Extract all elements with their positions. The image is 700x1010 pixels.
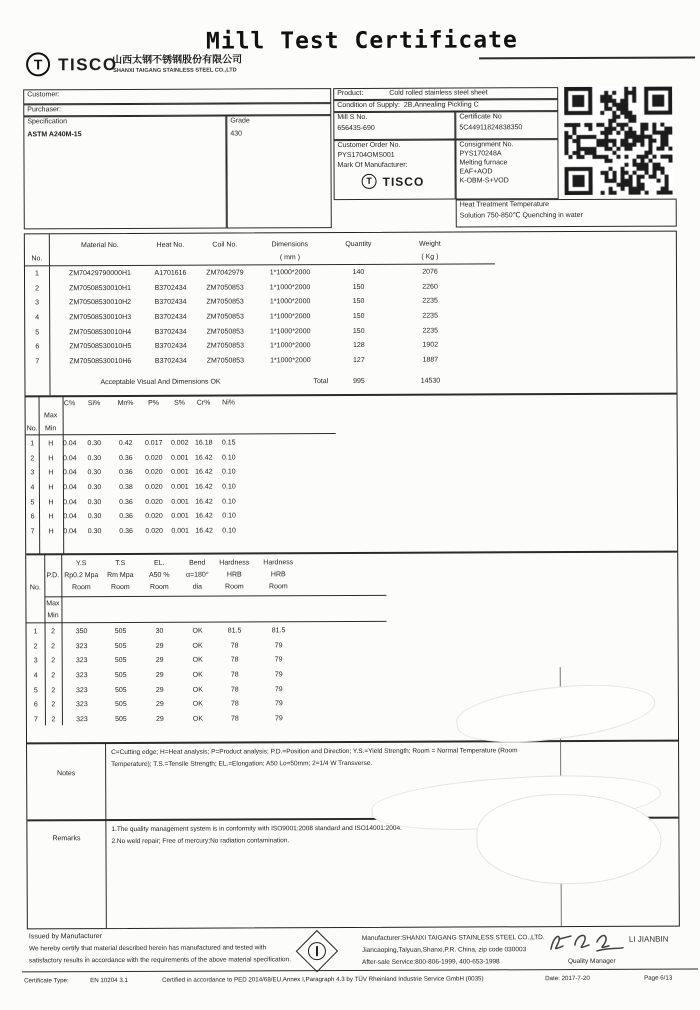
cell-p: 0.017	[144, 440, 163, 448]
tisco-wordmark: TISCO	[58, 55, 118, 75]
mark-of-manufacturer-label: Mark Of Manufacturer:	[337, 161, 408, 170]
chem-max-label: Max	[43, 412, 58, 420]
cell-weight: 2235	[422, 327, 439, 335]
cell-mn: 0.38	[119, 483, 133, 492]
cell-s: 0.001	[171, 512, 189, 521]
cell-tensile-strength: 505	[114, 686, 127, 694]
page-number: Page 6/13	[644, 974, 673, 982]
cell-coil-no: ZM7050853	[206, 313, 244, 321]
cell-elongation: 30	[155, 628, 164, 636]
cell-mn: 0.36	[119, 527, 133, 535]
cell-analysis-type: H	[48, 513, 54, 521]
condition-label: Condition of Supply:	[337, 101, 400, 110]
cell-dimensions: 1*1000*2000	[270, 356, 311, 365]
cell-p: 0.020	[145, 498, 163, 506]
h-chem-element: S%	[174, 399, 186, 407]
cell-mn: 0.36	[119, 469, 133, 477]
cell-material-no: ZM70508530010H1	[69, 284, 132, 293]
section-divider	[27, 740, 678, 745]
h-chem-element: Ni%	[222, 399, 235, 407]
cell-no: 7	[35, 358, 40, 366]
cell-no: 6	[30, 513, 35, 521]
cell-no: 5	[30, 499, 35, 507]
section-divider	[26, 393, 677, 398]
product-value: Cold rolled stainless steel sheet	[389, 89, 488, 97]
scan-smudge	[476, 794, 661, 885]
mech-pd-label: P.D.	[46, 572, 60, 580]
title-underline	[479, 56, 695, 59]
cell-bend: OK	[192, 657, 203, 665]
cell-analysis-type: H	[48, 455, 54, 463]
cell-si: 0.30	[87, 527, 102, 535]
cell-c: 0.04	[63, 528, 77, 536]
cell-si: 0.30	[87, 454, 102, 463]
mech-header-line3	[61, 583, 303, 592]
cell-bend: OK	[192, 715, 204, 723]
cell-heat-no: A1701616	[154, 269, 187, 278]
cell-hardness-2: 81.5	[271, 627, 286, 635]
cell-weight: 1887	[422, 356, 439, 364]
mill-s-no-box	[333, 112, 455, 141]
cell-c: 0.04	[63, 513, 77, 521]
tisco-logo-icon	[26, 52, 50, 76]
total-weight: 14530	[420, 377, 441, 385]
after-sale-service: After-sale Service:800-806-1999, 400-653-1998	[361, 958, 500, 966]
cell-hardness-2: 79	[274, 642, 283, 650]
cell-no: 7	[30, 528, 35, 536]
cell-analysis-type: H	[48, 440, 54, 448]
cell-heat-no: B3702434	[154, 328, 187, 336]
tisco-wordmark: TISCO	[382, 174, 425, 189]
h-mech-2: Rm Mpa	[107, 571, 134, 580]
signature-name: LI JIANBIN	[628, 934, 669, 944]
cell-dimensions: 1*1000*2000	[269, 313, 311, 321]
heat-treatment-label: Heat Treatment Temperature	[459, 201, 550, 209]
cell-cr: 16.42	[195, 469, 213, 477]
company-name-en: SHANXI TAIGANG STAINLESS STEEL CO.,LTD	[113, 67, 237, 75]
h-mech-3: Room	[268, 583, 288, 591]
mech-header-line2	[61, 571, 303, 580]
manufacturer-text: Manufacturer:SHANXI TAIGANG STAINLESS STEEL CO.,LTD.	[361, 934, 545, 942]
footer-divider	[22, 968, 698, 972]
cell-hardness-1: 78	[230, 642, 239, 650]
h-mech-1: Hardness	[263, 559, 294, 567]
signer-title: Quality Manager	[567, 957, 616, 966]
cell-no: 5	[35, 328, 40, 337]
specification-label: Specification	[27, 118, 68, 126]
cell-weight: 2076	[422, 268, 438, 276]
cell-hardness-1: 78	[230, 700, 239, 708]
chem-min-label: Min	[45, 425, 57, 433]
cell-weight: 2260	[422, 283, 438, 291]
h-mech-3: dia	[192, 583, 203, 591]
product-box	[333, 87, 558, 100]
certificate-no-box	[455, 111, 558, 139]
remarks-label: Remarks	[52, 835, 81, 843]
cell-ni: 0.10	[222, 468, 236, 477]
h-mech-1: EL.	[153, 559, 165, 567]
certificate-no-label: Certificate No	[459, 113, 502, 121]
cell-yield-strength: 323	[75, 657, 88, 665]
cell-quantity: 150	[352, 298, 365, 306]
cell-quantity: 150	[352, 327, 365, 335]
customer-order-label: Customer Order No.	[337, 141, 401, 150]
cell-c: 0.04	[63, 484, 77, 492]
grade-value: 430	[230, 130, 243, 138]
cell-pd: 2	[51, 628, 56, 636]
cell-yield-strength: 350	[75, 628, 88, 636]
cell-no: 7	[33, 716, 38, 724]
cell-no: 2	[33, 643, 38, 651]
cell-hardness-1: 78	[231, 715, 239, 723]
cell-yield-strength: 323	[76, 715, 88, 724]
cell-quantity: 127	[353, 356, 365, 364]
customer-label: Customer:	[27, 91, 60, 99]
grade-label: Grade	[230, 117, 250, 125]
cell-cr: 16.42	[195, 512, 213, 520]
cell-no: 6	[33, 701, 38, 709]
cell-analysis-type: H	[48, 484, 54, 492]
cell-yield-strength: 323	[75, 672, 88, 680]
cell-quantity: 150	[352, 312, 365, 321]
customer-order-value: PYS1704OMS001	[337, 151, 395, 160]
cell-heat-no: B3702434	[154, 342, 187, 351]
materials-rows	[25, 265, 676, 370]
footer-date	[545, 975, 590, 982]
cell-mn: 0.36	[119, 513, 133, 521]
customer-order-box	[333, 140, 455, 201]
chemical-row	[26, 522, 677, 539]
material-row	[25, 352, 676, 369]
acceptance-row	[25, 377, 676, 393]
cell-c: 0.04	[62, 455, 77, 463]
cell-bend: OK	[192, 686, 203, 694]
tisco-monogram: T	[366, 176, 372, 187]
remarks-label-divider	[105, 820, 107, 928]
cell-s: 0.002	[170, 439, 189, 448]
page-title: Mill Test Certificate	[205, 27, 518, 55]
h-dimensions: Dimensions	[271, 241, 309, 249]
cell-pd: 2	[51, 686, 56, 694]
issued-by: Issued by Manufacturer	[28, 933, 103, 941]
cell-pd: 2	[51, 716, 56, 724]
cell-dimensions: 1*1000*2000	[269, 284, 311, 292]
mech-header-line1	[61, 559, 303, 568]
chemical-header	[63, 399, 242, 408]
h-weight-unit: ( Kg )	[421, 253, 439, 261]
cell-p: 0.020	[145, 513, 163, 521]
cell-elongation: 29	[155, 686, 164, 694]
cell-tensile-strength: 505	[114, 672, 127, 680]
date-label: Date:	[545, 975, 560, 983]
cell-ni: 0.15	[221, 439, 236, 447]
cell-material-no: ZM70508530010H6	[69, 357, 132, 366]
cell-pd: 2	[51, 643, 56, 651]
consignment-value: PYS170248A	[459, 150, 502, 158]
chemical-rows	[26, 435, 677, 540]
h-chem-element: Si%	[87, 400, 101, 408]
h-dimensions-unit: ( mm )	[279, 254, 301, 262]
certify-line2: satisfactory results in accordance with the requirements of the above material specification.	[28, 956, 291, 965]
notes-line2: Temperature); T.S.=Tensile Strength; EL.=Elongation; A50 Lo=50mm; 2=1/4 W Transverse.	[111, 759, 373, 769]
cell-heat-no: B3702434	[154, 357, 187, 365]
cell-weight: 1902	[422, 341, 439, 349]
h-mech-2: A50 %	[148, 571, 170, 579]
melting-furnace-1: EAF+AOD	[459, 168, 493, 176]
h-no: No.	[31, 255, 43, 263]
cell-elongation: 29	[155, 657, 164, 665]
cell-bend: OK	[192, 700, 203, 708]
manufacturer-address: Jiancaoping,Taiyuan,Shanxi,P.R. China, zip code 030003	[361, 946, 527, 954]
cell-quantity: 150	[352, 283, 365, 291]
cell-dimensions: 1*1000*2000	[269, 298, 311, 306]
cell-no: 1	[35, 270, 39, 278]
cell-elongation: 29	[155, 642, 164, 650]
mill-s-no-label: Mill S No.	[337, 113, 368, 122]
cell-hardness-2: 79	[275, 715, 283, 723]
cell-hardness-1: 78	[230, 686, 239, 694]
cell-quantity: 140	[352, 269, 365, 277]
cell-cr: 16.42	[195, 454, 213, 462]
cell-pd: 2	[51, 672, 56, 680]
cell-tensile-strength: 505	[114, 628, 127, 636]
cell-analysis-type: H	[48, 528, 54, 536]
cell-si: 0.30	[87, 440, 102, 448]
cell-heat-no: B3702434	[154, 284, 187, 292]
h-material-no: Material No.	[80, 242, 119, 250]
cell-no: 4	[35, 314, 40, 322]
cell-no: 3	[30, 469, 35, 477]
cell-hardness-2: 79	[274, 656, 283, 664]
section-divider	[26, 551, 677, 556]
date-value: 2017-7-20	[561, 974, 590, 983]
tisco-monogram: T	[33, 56, 43, 73]
cell-no: 3	[33, 657, 38, 665]
h-mech-1: Hardness	[219, 559, 250, 567]
cell-weight: 2235	[422, 298, 438, 306]
cell-analysis-type: H	[48, 469, 54, 477]
remarks-line2: 2.No weld repair; Free of mercury;No radiation contamination.	[111, 837, 290, 846]
heat-treatment-value: Solution 750-850℃ Quenching in water	[459, 212, 583, 220]
h-mech-3: Room	[149, 583, 169, 591]
consignment-box	[455, 139, 558, 199]
cell-c: 0.04	[63, 469, 77, 477]
cell-material-no: ZM70508530010H3	[69, 314, 132, 322]
h-mech-3: Room	[71, 584, 91, 592]
cell-s: 0.001	[171, 498, 189, 506]
h-mech-1: Bend	[189, 559, 206, 567]
cell-no: 2	[35, 285, 40, 293]
certificate-type-label: Certificate Type:	[24, 977, 69, 985]
cell-p: 0.020	[145, 483, 163, 491]
cell-ni: 0.10	[222, 498, 236, 506]
cell-pd: 2	[51, 657, 56, 665]
cell-c: 0.04	[63, 498, 77, 506]
cell-coil-no: ZM7042979	[206, 269, 244, 277]
chem-no-label: No.	[26, 425, 38, 433]
cell-heat-no: B3702434	[154, 299, 187, 307]
cell-cr: 16.42	[195, 498, 213, 506]
cell-c: 0.04	[62, 440, 77, 448]
certificate-type-value: EN 10204 3.1	[90, 976, 128, 985]
condition-value: 2B,Annealing Pickling C	[403, 101, 479, 109]
h-mech-1: Y.S	[76, 560, 87, 568]
cell-coil-no: ZM7050853	[206, 342, 244, 350]
h-weight: Weight	[419, 240, 441, 248]
cell-hardness-1: 81.5	[227, 627, 242, 635]
cell-analysis-type: H	[48, 498, 54, 506]
h-mech-2: α=180°	[185, 571, 209, 579]
h-mech-3: Room	[224, 583, 244, 591]
mech-header-line	[44, 595, 386, 598]
cell-coil-no: ZM7050853	[206, 328, 244, 336]
h-chem-element: Cr%	[196, 399, 211, 407]
cell-p: 0.020	[145, 469, 163, 477]
h-quantity: Quantity	[345, 241, 372, 249]
cell-tensile-strength: 505	[115, 701, 127, 709]
cell-no: 5	[33, 687, 38, 695]
mark-tisco-logo	[362, 174, 452, 192]
cell-no: 3	[35, 299, 40, 307]
cell-cr: 16.42	[195, 527, 213, 535]
cell-yield-strength: 323	[75, 643, 88, 651]
remarks-line1: 1.The quality management system is in conformity with ISO9001:2008 standard and ISO14001:2004.	[111, 824, 402, 834]
h-heat-no: Heat No.	[156, 241, 185, 250]
cell-hardness-1: 78	[230, 656, 239, 664]
mech-no-label: No.	[29, 584, 41, 592]
product-label: Product:	[337, 89, 364, 98]
cell-p: 0.020	[145, 454, 163, 462]
cell-tensile-strength: 505	[115, 715, 127, 723]
cell-no: 4	[30, 484, 35, 492]
grade-box	[226, 115, 331, 228]
consignment-label: Consignment No.	[459, 141, 514, 149]
customer-box	[23, 88, 331, 104]
total-label: Total	[313, 378, 329, 386]
heat-treatment-box	[456, 199, 677, 228]
notes-label-divider	[105, 743, 107, 820]
cell-dimensions: 1*1000*2000	[270, 342, 311, 350]
mill-s-no-value: 656435-690	[337, 124, 375, 133]
cell-elongation: 29	[155, 701, 164, 709]
melting-furnace-2: K-OBM-S+VOD	[459, 177, 509, 185]
cell-mn: 0.36	[118, 454, 133, 462]
cell-hardness-2: 79	[274, 700, 283, 708]
cell-s: 0.001	[171, 483, 189, 491]
cell-hardness-2: 79	[274, 685, 283, 693]
h-mech-1: T.S	[115, 559, 126, 568]
notes-label: Notes	[56, 770, 76, 778]
cell-tensile-strength: 505	[114, 642, 127, 650]
specification-value: ASTM A240M-15	[27, 131, 82, 139]
cell-mn: 0.42	[118, 440, 133, 448]
cell-cr: 16.18	[194, 439, 213, 447]
cell-s: 0.001	[171, 469, 189, 477]
cell-no: 1	[33, 628, 38, 636]
h-mech-2: HRB	[270, 571, 286, 579]
acceptable-text: Acceptable Visual And Dimensions OK	[100, 378, 221, 387]
cell-material-no: ZM70508530010H5	[69, 343, 132, 351]
cell-bend: OK	[192, 671, 203, 679]
ped-certification-text: Certified in accordance to PED 2014/68/EU,Annex I,Paragraph 4.3 by TÜV Rheinland Industrie Service GmbH (0035)	[162, 975, 484, 984]
cell-mn: 0.36	[119, 498, 133, 506]
cell-hardness-1: 78	[230, 671, 239, 679]
cell-elongation: 29	[155, 671, 164, 679]
cell-no: 4	[33, 672, 38, 680]
cell-coil-no: ZM7050853	[206, 357, 245, 365]
tuv-logo-icon	[308, 942, 326, 960]
cell-coil-no: ZM7050853	[206, 298, 244, 307]
cell-ni: 0.10	[221, 454, 236, 462]
cell-si: 0.30	[87, 513, 102, 521]
mech-max-label: Max	[46, 600, 60, 608]
cell-bend: OK	[192, 627, 203, 635]
h-chem-element: C%	[63, 400, 76, 408]
cell-cr: 16.42	[195, 483, 213, 491]
h-chem-element: Mn%	[117, 399, 134, 408]
cell-yield-strength: 323	[76, 701, 88, 709]
cell-hardness-2: 79	[274, 671, 283, 679]
cell-material-no: ZM70429790000H1	[69, 270, 131, 278]
qr-code	[564, 87, 672, 195]
cell-no: 1	[30, 440, 35, 448]
h-mech-2: HRB	[226, 571, 242, 579]
cell-heat-no: B3702434	[154, 313, 187, 321]
cell-quantity: 128	[352, 342, 365, 350]
cell-weight: 2235	[422, 312, 438, 320]
cell-si: 0.30	[87, 469, 102, 477]
certificate-no-value: 5C44911824838350	[459, 124, 523, 132]
condition-box	[333, 99, 558, 112]
company-name-cn: 山西太钢不锈钢股份有限公司	[112, 54, 243, 67]
h-mech-2: Rp0.2 Mpa	[64, 572, 99, 580]
h-chem-element: P%	[148, 399, 160, 407]
cell-material-no: ZM70508530010H4	[69, 328, 132, 336]
purchaser-label: Purchaser:	[27, 106, 62, 114]
cell-ni: 0.10	[222, 527, 236, 535]
specification-box	[23, 116, 226, 230]
cell-ni: 0.10	[222, 483, 236, 491]
cell-material-no: ZM70508530010H2	[69, 299, 132, 307]
certify-line1: We hereby certify that material described herein has manufactured and tested with	[28, 944, 267, 953]
cell-tensile-strength: 505	[114, 657, 127, 665]
cell-p: 0.020	[145, 527, 163, 535]
notes-line1: C=Cutting edge; H=Heat analysis; P=Product analysis; P.D.=Position and Direction; Y.S.=Yield Strength; Room = Normal Temperature (Room	[111, 747, 518, 757]
cell-no: 2	[30, 455, 35, 463]
h-coil-no: Coil No.	[212, 241, 238, 249]
cell-elongation: 29	[156, 715, 164, 723]
mech-min-label: Min	[47, 612, 59, 620]
cell-dimensions: 1*1000*2000	[269, 327, 311, 335]
cell-s: 0.001	[171, 527, 189, 535]
melting-furnace-label: Melting furnace	[459, 159, 508, 167]
cell-dimensions: 1*1000*2000	[269, 269, 311, 277]
cell-ni: 0.10	[222, 512, 236, 520]
cell-no: 6	[35, 343, 40, 351]
total-quantity: 995	[353, 377, 365, 385]
tisco-logo-icon	[362, 174, 377, 189]
cell-si: 0.30	[87, 498, 102, 506]
cell-si: 0.30	[87, 484, 102, 492]
cell-pd: 2	[51, 701, 56, 709]
cell-coil-no: ZM7050853	[206, 284, 244, 292]
cell-yield-strength: 323	[75, 686, 88, 694]
cell-bend: OK	[192, 642, 203, 650]
h-mech-3: Room	[110, 583, 130, 592]
cell-s: 0.001	[171, 454, 189, 462]
